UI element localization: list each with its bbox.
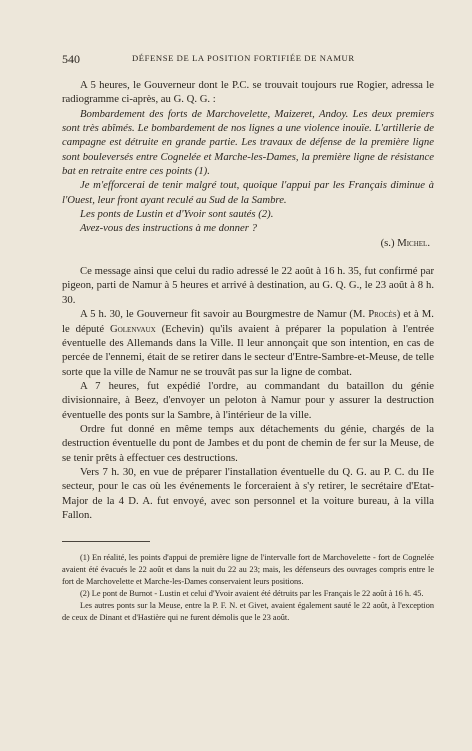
footnote-1: (1) En réalité, les points d'appui de première ligne de l'intervalle fort de Marchovelette - fort de Cognelée avaient été évacués le 22 août et dans la nuit du 22 au 23; mais, les défenseurs des ouvrages compris entre le fort de Marchovelette et Marche-les-Dames conservaient leurs positions. [62, 553, 434, 587]
running-head: DÉFENSE DE LA POSITION FORTIFIÉE DE NAMUR [132, 53, 355, 63]
quote-paragraph-3: Les ponts de Lustin et d'Yvoir sont sautés (2). [80, 208, 274, 221]
paragraph-bourgmestre: A 5 h. 30, le Gouverneur fit savoir au Bourgmestre de Namur (M. Procès) et à M. le député Golenvaux (Echevin) qu'ils avaient à préparer la population à l'entrée éventuelle des Allemands dans la Ville. Il leur annonçait que son intention, en cas de percée de l'ennemi, était de se retirer dans le secteur d'Entre-Sambre-et-Meuse, de telle sorte que la ville de Namur ne se trouvât pas sur la ligne de combat. [62, 308, 434, 378]
page-number: 540 [62, 52, 80, 66]
intro-paragraph: A 5 heures, le Gouverneur dont le P.C. se trouvait toujours rue Rogier, adressa le radiogramme ci-après, au G. Q. G. : [62, 79, 434, 106]
signature [62, 236, 434, 250]
main-text [62, 78, 434, 522]
footnotes [62, 552, 434, 625]
radiogram-quote [62, 107, 434, 236]
paragraph-message: Ce message ainsi que celui du radio adressé le 22 août à 16 h. 35, fut confirmé par pigeon, parti de Namur à 5 heures et arrivé à destination, au G. Q. G., le 23 août à 8 h. 30. [62, 265, 434, 306]
footnote-divider [62, 541, 150, 542]
paragraph-genie-order: A 7 heures, fut expédié l'ordre, au commandant du bataillon du génie divisionnaire, à Beez, d'envoyer un peloton à Namur pour y assurer la destruction éventuelle des ponts sur la Sambre, à l'intérieur de la ville. [62, 379, 434, 421]
footnote-2: (2) Le pont de Burnot - Lustin et celui d'Yvoir avaient été détruits par les Français le 22 août à 16 h. 45. [80, 589, 424, 599]
name-golenvaux: Golenvaux [110, 322, 156, 335]
signature-prefix: (s.) [380, 236, 395, 249]
quote-paragraph-1: Bombardement des forts de Marchovelette, Maizeret, Andoy. Les deux premiers sont très abîmés. Le bombardement de nos lignes a une violence inouïe. L'artillerie de campagne est détruite en grande partie. Les travaux de défense de la première ligne sont bouleversés entre Cognelée et Marche-les-Dames, la première ligne de résistance bat en retraite entre ces points (1). [62, 107, 434, 178]
footnote-2-continued: Les autres ponts sur la Meuse, entre la P. F. N. et Givet, avaient également sauté le 22 août, à l'exception de ceux de Dinant et d'Hastière qui ne furent démolis que le 23 août. [62, 601, 434, 623]
paragraph-qg-installation: Vers 7 h. 30, en vue de préparer l'installation éventuelle du Q. G. au P. C. du IIe secteur, pour le cas où les événements le forceraient à s'y retirer, le secrétaire d'Etat-Major de la 4 D. A. fut envoyé, avec son personnel et la voiture bureau, à la villa Fallon. [62, 465, 434, 521]
quote-paragraph-4: Avez-vous des instructions à me donner ? [80, 222, 257, 235]
signature-name: Michel. [397, 236, 430, 249]
quote-paragraph-2: Je m'efforcerai de tenir malgré tout, quoique l'appui par les Français diminue à l'Ouest, leur front ayant reculé au Sud de la Sambre. [62, 179, 434, 206]
name-proces: Procès [368, 308, 397, 321]
page-header [62, 52, 434, 66]
paragraph-meuse-bridges: Ordre fut donné en même temps aux détachements du génie, chargés de la destruction éventuelle du pont de Jambes et du pont de chemin de fer sur la Meuse, de se tenir prêts à effectuer ces destructions. [62, 422, 434, 464]
